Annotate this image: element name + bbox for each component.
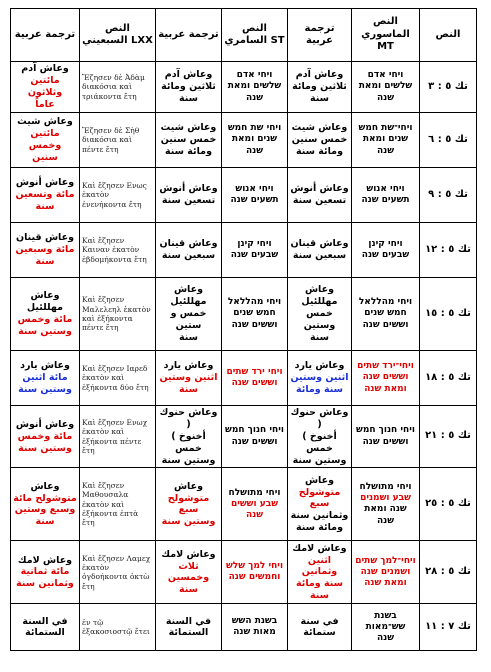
arabic-lxx-cell-line: وثمانين سنة <box>16 578 74 590</box>
lxx-greek-cell: Καὶ ἔζησεν Ενωχ ἑκατὸν καὶ ἑξήκοντα πέντε ἔτη <box>80 406 156 468</box>
arabic-lxx-cell <box>11 278 80 351</box>
arabic-lxx-cell-line: مائتين وثلاثون <box>27 75 63 98</box>
arabic-lxx-cell <box>11 604 80 651</box>
table-row <box>11 468 477 541</box>
arabic-st-cell-line: ثلاث وخمسين <box>167 560 210 584</box>
arabic-mt-cell-line: وعاش <box>304 474 335 486</box>
header-lxx: النص السبعيني LXX <box>80 9 156 62</box>
arabic-st-cell-line: وعاش آدم <box>164 69 213 81</box>
arabic-lxx-cell-line: وعاش شيث <box>17 116 73 128</box>
arabic-st-cell-line: خمس و ستين <box>170 308 207 331</box>
arabic-mt-cell <box>288 62 352 113</box>
st-hebrew-cell-line: מאות שנה <box>233 627 276 638</box>
mt-hebrew-cell-line: ויחי מהללאל <box>358 297 413 308</box>
st-hebrew-cell-line: שבעים שנה <box>230 250 279 260</box>
arabic-st-cell-line: وعاش حنوك ( <box>159 407 218 430</box>
arabic-st-cell <box>156 278 222 351</box>
lxx-greek-cell: ἐν τῷ ἑξακοσιοστῷ ἔτει <box>80 604 156 651</box>
arabic-st-cell-line: سنة <box>179 584 198 596</box>
mt-hebrew-cell <box>352 351 420 406</box>
arabic-st-cell <box>156 468 222 541</box>
mt-hebrew-cell-line: שלשים ומאת שנה <box>358 81 413 103</box>
st-hebrew-cell-line: תשעים שנה <box>230 195 279 205</box>
arabic-mt-cell-line: وثمانين سنة <box>290 510 349 522</box>
arabic-mt-cell-line: ومائة سنة <box>296 522 343 534</box>
arabic-st-cell-line: وعاش أنوش <box>159 183 218 195</box>
verse-reference-cell: تك ٧ : ١١ <box>420 604 477 651</box>
table-row <box>11 113 477 168</box>
comparison-table-page <box>10 8 476 651</box>
arabic-lxx-cell-line: مائة وخمس <box>17 430 73 442</box>
mt-hebrew-cell-line: שבעים שנה <box>361 250 410 260</box>
lxx-greek-cell: Καὶ ἔζησεν Λαμεχ ἑκατὸν ὀγδοήκοντα ὀκτὼ ἔτη <box>80 541 156 604</box>
header-reference: النص <box>420 9 477 62</box>
st-hebrew-cell <box>222 223 288 278</box>
mt-hebrew-cell-line: ויחי קינן <box>368 238 403 249</box>
arabic-lxx-cell-line: وعاش مهللئيل <box>26 290 64 314</box>
st-hebrew-cell <box>222 604 288 651</box>
table-row <box>11 168 477 223</box>
st-hebrew-cell-line: ויחי שת חמש <box>227 123 282 134</box>
arabic-lxx-cell-line: الستمائة <box>25 627 65 639</box>
arabic-st-cell-line: وستين سنة <box>161 454 216 466</box>
lxx-greek-cell: Ἔζησεν δὲ Σὴθ διακόσια καὶ πέντε ἔτη <box>80 113 156 168</box>
arabic-lxx-cell-line: وسبع وستين <box>14 504 76 516</box>
st-hebrew-cell-line: שנה <box>245 92 264 103</box>
st-hebrew-cell-line: ויחי ירד שתים <box>226 366 283 377</box>
arabic-mt-cell-line: اثنين وثمانين <box>301 554 338 578</box>
mt-hebrew-cell-line: ויחי אדם <box>367 70 404 81</box>
verse-reference-cell: تك ٥ : ١٨ <box>420 351 477 406</box>
arabic-mt-cell <box>288 351 352 406</box>
arabic-st-cell-line: سبعين سنة <box>161 250 216 261</box>
lxx-greek-cell: Καὶ ἔζησεν Καιναν ἑκατὸν ἑβδομήκοντα ἔτη <box>80 223 156 278</box>
arabic-mt-cell-line: تسعين سنة <box>292 195 347 206</box>
mt-hebrew-cell-line: ומאת שנה <box>364 578 407 588</box>
arabic-lxx-cell <box>11 468 80 541</box>
mt-hebrew-cell-line: תשעים שנה <box>361 195 410 205</box>
arabic-lxx-cell-line: مائة وتسعين <box>15 189 75 201</box>
arabic-st-cell-line: سنة <box>179 383 198 395</box>
mt-hebrew-cell <box>352 541 420 604</box>
arabic-mt-cell-line: وعاش مهللئيل <box>301 284 338 308</box>
mt-hebrew-cell-line: שנה <box>376 515 395 526</box>
mt-hebrew-cell-line: ויחי־למך שתים <box>355 555 416 566</box>
mt-hebrew-cell <box>352 168 420 223</box>
lxx-greek-cell: Καὶ ἔζησεν Μαθουσαλα ἑκατὸν καὶ ἑξήκοντα ἑπτὰ ἔτη <box>80 468 156 541</box>
arabic-st-cell-line: اثنين وستين <box>159 372 218 384</box>
arabic-st-cell-line: الستمائة <box>168 627 209 639</box>
mt-hebrew-cell-line: ויחי אנוש <box>366 183 405 194</box>
st-hebrew-cell-line: ויחי מתושלח <box>228 487 281 498</box>
arabic-lxx-cell-line: وعاش قينان <box>15 232 75 244</box>
arabic-lxx-cell <box>11 168 80 223</box>
arabic-lxx-cell-line: سنة <box>35 255 55 267</box>
table-row <box>11 278 477 351</box>
st-hebrew-cell-line: וששים שנה <box>231 436 278 447</box>
arabic-st-cell-line: متوشولح سبع <box>167 492 210 516</box>
arabic-mt-cell-line: وعاش قينان <box>290 238 349 250</box>
header-st: النص السامري ST <box>222 9 288 62</box>
arabic-mt-cell <box>288 223 352 278</box>
arabic-lxx-cell <box>11 541 80 604</box>
arabic-st-cell <box>156 406 222 468</box>
arabic-mt-cell-line: سبعين سنة <box>292 250 347 261</box>
arabic-mt-cell-line: ثلاثين ومائة <box>292 81 347 93</box>
mt-hebrew-cell-line: וששים שנה <box>362 319 409 330</box>
arabic-lxx-cell-line: سنين <box>32 151 58 163</box>
arabic-lxx-cell-line: سنة <box>35 200 55 212</box>
arabic-mt-cell <box>288 468 352 541</box>
mt-hebrew-cell-line: ויחי מתושלח <box>359 481 412 492</box>
st-hebrew-cell-line: ויחי קינן <box>237 238 272 249</box>
arabic-lxx-cell <box>11 62 80 113</box>
arabic-st-cell <box>156 168 222 223</box>
verse-reference-cell: تك ٥ : ١٢ <box>420 223 477 278</box>
arabic-lxx-cell-line: مائة ثمانية <box>20 566 70 578</box>
st-hebrew-cell-line: שבע וששים <box>230 498 279 509</box>
arabic-lxx-cell-line: عاماً <box>35 98 55 110</box>
st-hebrew-cell-line: ויחי מהללאל <box>227 297 282 308</box>
st-hebrew-cell <box>222 541 288 604</box>
arabic-st-cell-line: ومائة سنة <box>165 145 212 157</box>
arabic-st-cell-line: ثلاثين ومائة <box>161 81 216 93</box>
arabic-st-cell-line: تسعين سنة <box>161 195 216 206</box>
arabic-lxx-cell-line: وعاش أنوش <box>15 177 75 189</box>
mt-hebrew-cell-line: ויחי־שת חמש <box>358 123 413 134</box>
arabic-st-cell <box>156 541 222 604</box>
arabic-mt-cell-line: وعاش يارد <box>294 360 345 372</box>
lxx-greek-cell: Καὶ ἔζησεν Ιαρεδ ἑκατὸν καὶ ἑξήκοντα δύο ἔτη <box>80 351 156 406</box>
st-hebrew-cell-line: ויחי אנוש <box>235 183 274 194</box>
mt-hebrew-cell <box>352 113 420 168</box>
arabic-mt-cell-line: خمس وستين <box>303 308 336 331</box>
mt-hebrew-cell <box>352 223 420 278</box>
arabic-mt-cell-line: وعاش شيث <box>291 122 348 134</box>
arabic-st-cell-line: وعاش <box>173 480 204 492</box>
arabic-lxx-cell-line: وستين سنة <box>18 442 72 454</box>
arabic-mt-cell <box>288 278 352 351</box>
arabic-lxx-cell-line: مائة اثنين <box>22 372 68 384</box>
arabic-st-cell-line: سنة <box>179 92 198 104</box>
mt-hebrew-cell <box>352 604 420 651</box>
st-hebrew-cell <box>222 278 288 351</box>
st-hebrew-cell <box>222 406 288 468</box>
st-hebrew-cell-line: בשנת השש <box>231 616 278 627</box>
arabic-st-cell-line: في السنة <box>165 615 212 627</box>
st-hebrew-cell-line: ויחי חנוך חמש <box>225 425 284 436</box>
arabic-st-cell-line: خمس سنين <box>160 134 217 146</box>
text-comparison-table <box>10 8 477 651</box>
mt-hebrew-cell-line: ומאת שנה <box>364 383 407 394</box>
mt-hebrew-cell <box>352 62 420 113</box>
st-hebrew-cell-line: חמש שנים <box>233 308 276 319</box>
arabic-lxx-cell <box>11 351 80 406</box>
arabic-st-cell <box>156 113 222 168</box>
arabic-mt-cell-line: وعاش لامك <box>292 542 347 554</box>
arabic-mt-cell-line: أخنوخ ) خمس <box>302 430 337 454</box>
st-hebrew-cell-line: וחמשים שנה <box>228 572 281 583</box>
arabic-lxx-cell-line: مائة وخمس <box>17 314 73 325</box>
arabic-mt-cell-line: سنة ومائة سنة <box>296 578 343 602</box>
arabic-mt-cell-line: سنة ومائة <box>296 383 343 395</box>
arabic-lxx-cell-line: مائتين وخمس <box>28 128 62 151</box>
st-hebrew-cell-line: וששים שנה <box>231 319 278 330</box>
arabic-mt-cell-line: وستين سنة <box>292 454 347 466</box>
arabic-st-cell-line: وستين سنة <box>161 516 216 528</box>
verse-reference-cell: تك ٥ : ٢١ <box>420 406 477 468</box>
header-arabic-lxx: ترجمة عربية <box>11 9 80 62</box>
arabic-mt-cell-line: خمس سنين <box>291 134 348 146</box>
st-hebrew-cell <box>222 62 288 113</box>
mt-hebrew-cell <box>352 468 420 541</box>
mt-hebrew-cell-line: ויחי־ירד שתים <box>357 361 414 372</box>
st-hebrew-cell-line: שנה <box>245 510 264 520</box>
arabic-lxx-cell-line: وعاش لامك <box>17 554 73 566</box>
arabic-lxx-cell-line: مائة وسبعين <box>15 244 75 256</box>
verse-reference-cell: تك ٥ : ٩ <box>420 168 477 223</box>
st-hebrew-cell-line: ויחי אדם <box>236 70 273 81</box>
mt-hebrew-cell-line: בשנת שש־מאות <box>365 610 406 632</box>
st-hebrew-cell <box>222 113 288 168</box>
arabic-mt-cell-line: ستمائة <box>303 627 336 639</box>
header-mt: النص الماسوري MT <box>352 9 420 62</box>
st-hebrew-cell <box>222 468 288 541</box>
lxx-greek-cell: Καὶ ἔζησεν Ενως ἑκατὸν ἐνενήκοντα ἔτη <box>80 168 156 223</box>
arabic-lxx-cell-line: متوشولح مائة <box>13 492 77 504</box>
header-arabic-mt: ترجمة عربية <box>288 9 352 62</box>
st-hebrew-cell-line: שלשים ומאת <box>227 81 282 92</box>
arabic-mt-cell-line: اثنين وستين <box>290 372 349 384</box>
st-hebrew-cell-line: וששים שנה <box>231 378 278 388</box>
arabic-st-cell <box>156 604 222 651</box>
header-row <box>11 9 477 62</box>
arabic-st-cell <box>156 223 222 278</box>
mt-hebrew-cell-line: וששים שנה <box>362 372 409 383</box>
arabic-lxx-cell-line: في السنة <box>22 615 68 627</box>
mt-hebrew-cell <box>352 278 420 351</box>
lxx-greek-cell: Καὶ ἔζησεν Μαλελεηλ ἑκατὸν καὶ ἑξήκοντα πέντε ἔτη <box>80 278 156 351</box>
arabic-st-cell-line: وعاش لامك <box>161 548 216 560</box>
verse-reference-cell: تك ٥ : ٣ <box>420 62 477 113</box>
st-hebrew-cell-line: שנים ומאת שנה <box>231 134 278 156</box>
arabic-st-cell <box>156 351 222 406</box>
arabic-mt-cell-line: وعاش حنوك ( <box>290 407 349 430</box>
table-row <box>11 62 477 113</box>
st-hebrew-cell-line: ויחי למך שלש <box>225 561 284 572</box>
arabic-mt-cell <box>288 541 352 604</box>
st-hebrew-cell <box>222 168 288 223</box>
mt-hebrew-cell-line: חמש שנים <box>364 308 407 319</box>
arabic-mt-cell <box>288 406 352 468</box>
mt-hebrew-cell-line: שנה ומאת <box>364 504 407 515</box>
header-arabic-st: ترجمة عربية <box>156 9 222 62</box>
table-row <box>11 406 477 468</box>
arabic-st-cell-line: أخنوخ ) خمس <box>171 430 206 454</box>
arabic-st-cell-line: وعاش يارد <box>163 360 214 372</box>
arabic-lxx-cell-line: وعاش آدم <box>21 63 69 75</box>
arabic-lxx-cell-line: وستين سنة <box>18 325 72 337</box>
mt-hebrew-cell <box>352 406 420 468</box>
arabic-st-cell-line: سنة <box>179 331 198 343</box>
arabic-mt-cell-line: ومائة سنة <box>296 145 343 157</box>
arabic-mt-cell-line: سنة <box>310 331 329 343</box>
arabic-lxx-cell <box>11 223 80 278</box>
mt-hebrew-cell-line: וששים שנה <box>362 436 409 447</box>
verse-reference-cell: تك ٥ : ٢٨ <box>420 541 477 604</box>
mt-hebrew-cell-line: ויחי חנוך חמש <box>356 425 415 436</box>
arabic-lxx-cell <box>11 406 80 468</box>
mt-hebrew-cell-line: שבע ושמנים <box>360 493 411 504</box>
arabic-st-cell <box>156 62 222 113</box>
arabic-lxx-cell-line: وعاش يارد <box>20 360 70 372</box>
table-body <box>11 62 477 651</box>
arabic-lxx-cell-line: وعاش أنوش <box>15 418 75 430</box>
table-row <box>11 604 477 651</box>
mt-hebrew-cell-line: שנים ומאת שנה <box>362 134 409 156</box>
verse-reference-cell: تك ٥ : ٦ <box>420 113 477 168</box>
arabic-mt-cell-line: متوشولح سبع <box>298 486 341 510</box>
verse-reference-cell: تك ٥ : ٢٥ <box>420 468 477 541</box>
arabic-mt-cell <box>288 113 352 168</box>
verse-reference-cell: تك ٥ : ١٥ <box>420 278 477 351</box>
arabic-lxx-cell <box>11 113 80 168</box>
arabic-mt-cell-line: سنة <box>310 92 329 104</box>
arabic-mt-cell <box>288 604 352 651</box>
st-hebrew-cell <box>222 351 288 406</box>
arabic-mt-cell-line: في سنة <box>300 615 339 627</box>
arabic-st-cell-line: وعاش شيث <box>160 122 217 134</box>
arabic-st-cell-line: وعاش مهللئيل <box>170 284 207 308</box>
lxx-greek-cell: Ἔζησεν δὲ Ἀδὰμ διακόσια καὶ τριάκοντα ἔτη <box>80 62 156 113</box>
arabic-st-cell-line: وعاش قينان <box>159 238 218 250</box>
arabic-lxx-cell-line: وستين سنة <box>18 383 72 395</box>
mt-hebrew-cell-line: שנה <box>376 633 395 643</box>
mt-hebrew-cell-line: ושמנים שנה <box>360 566 411 577</box>
arabic-mt-cell-line: وعاش آدم <box>295 69 344 81</box>
table-row <box>11 351 477 406</box>
arabic-lxx-cell-line: سنة <box>35 516 55 528</box>
table-row <box>11 541 477 604</box>
arabic-lxx-cell-line: وعاش <box>30 480 60 492</box>
arabic-mt-cell-line: وعاش أنوش <box>290 183 349 195</box>
arabic-mt-cell <box>288 168 352 223</box>
table-row <box>11 223 477 278</box>
